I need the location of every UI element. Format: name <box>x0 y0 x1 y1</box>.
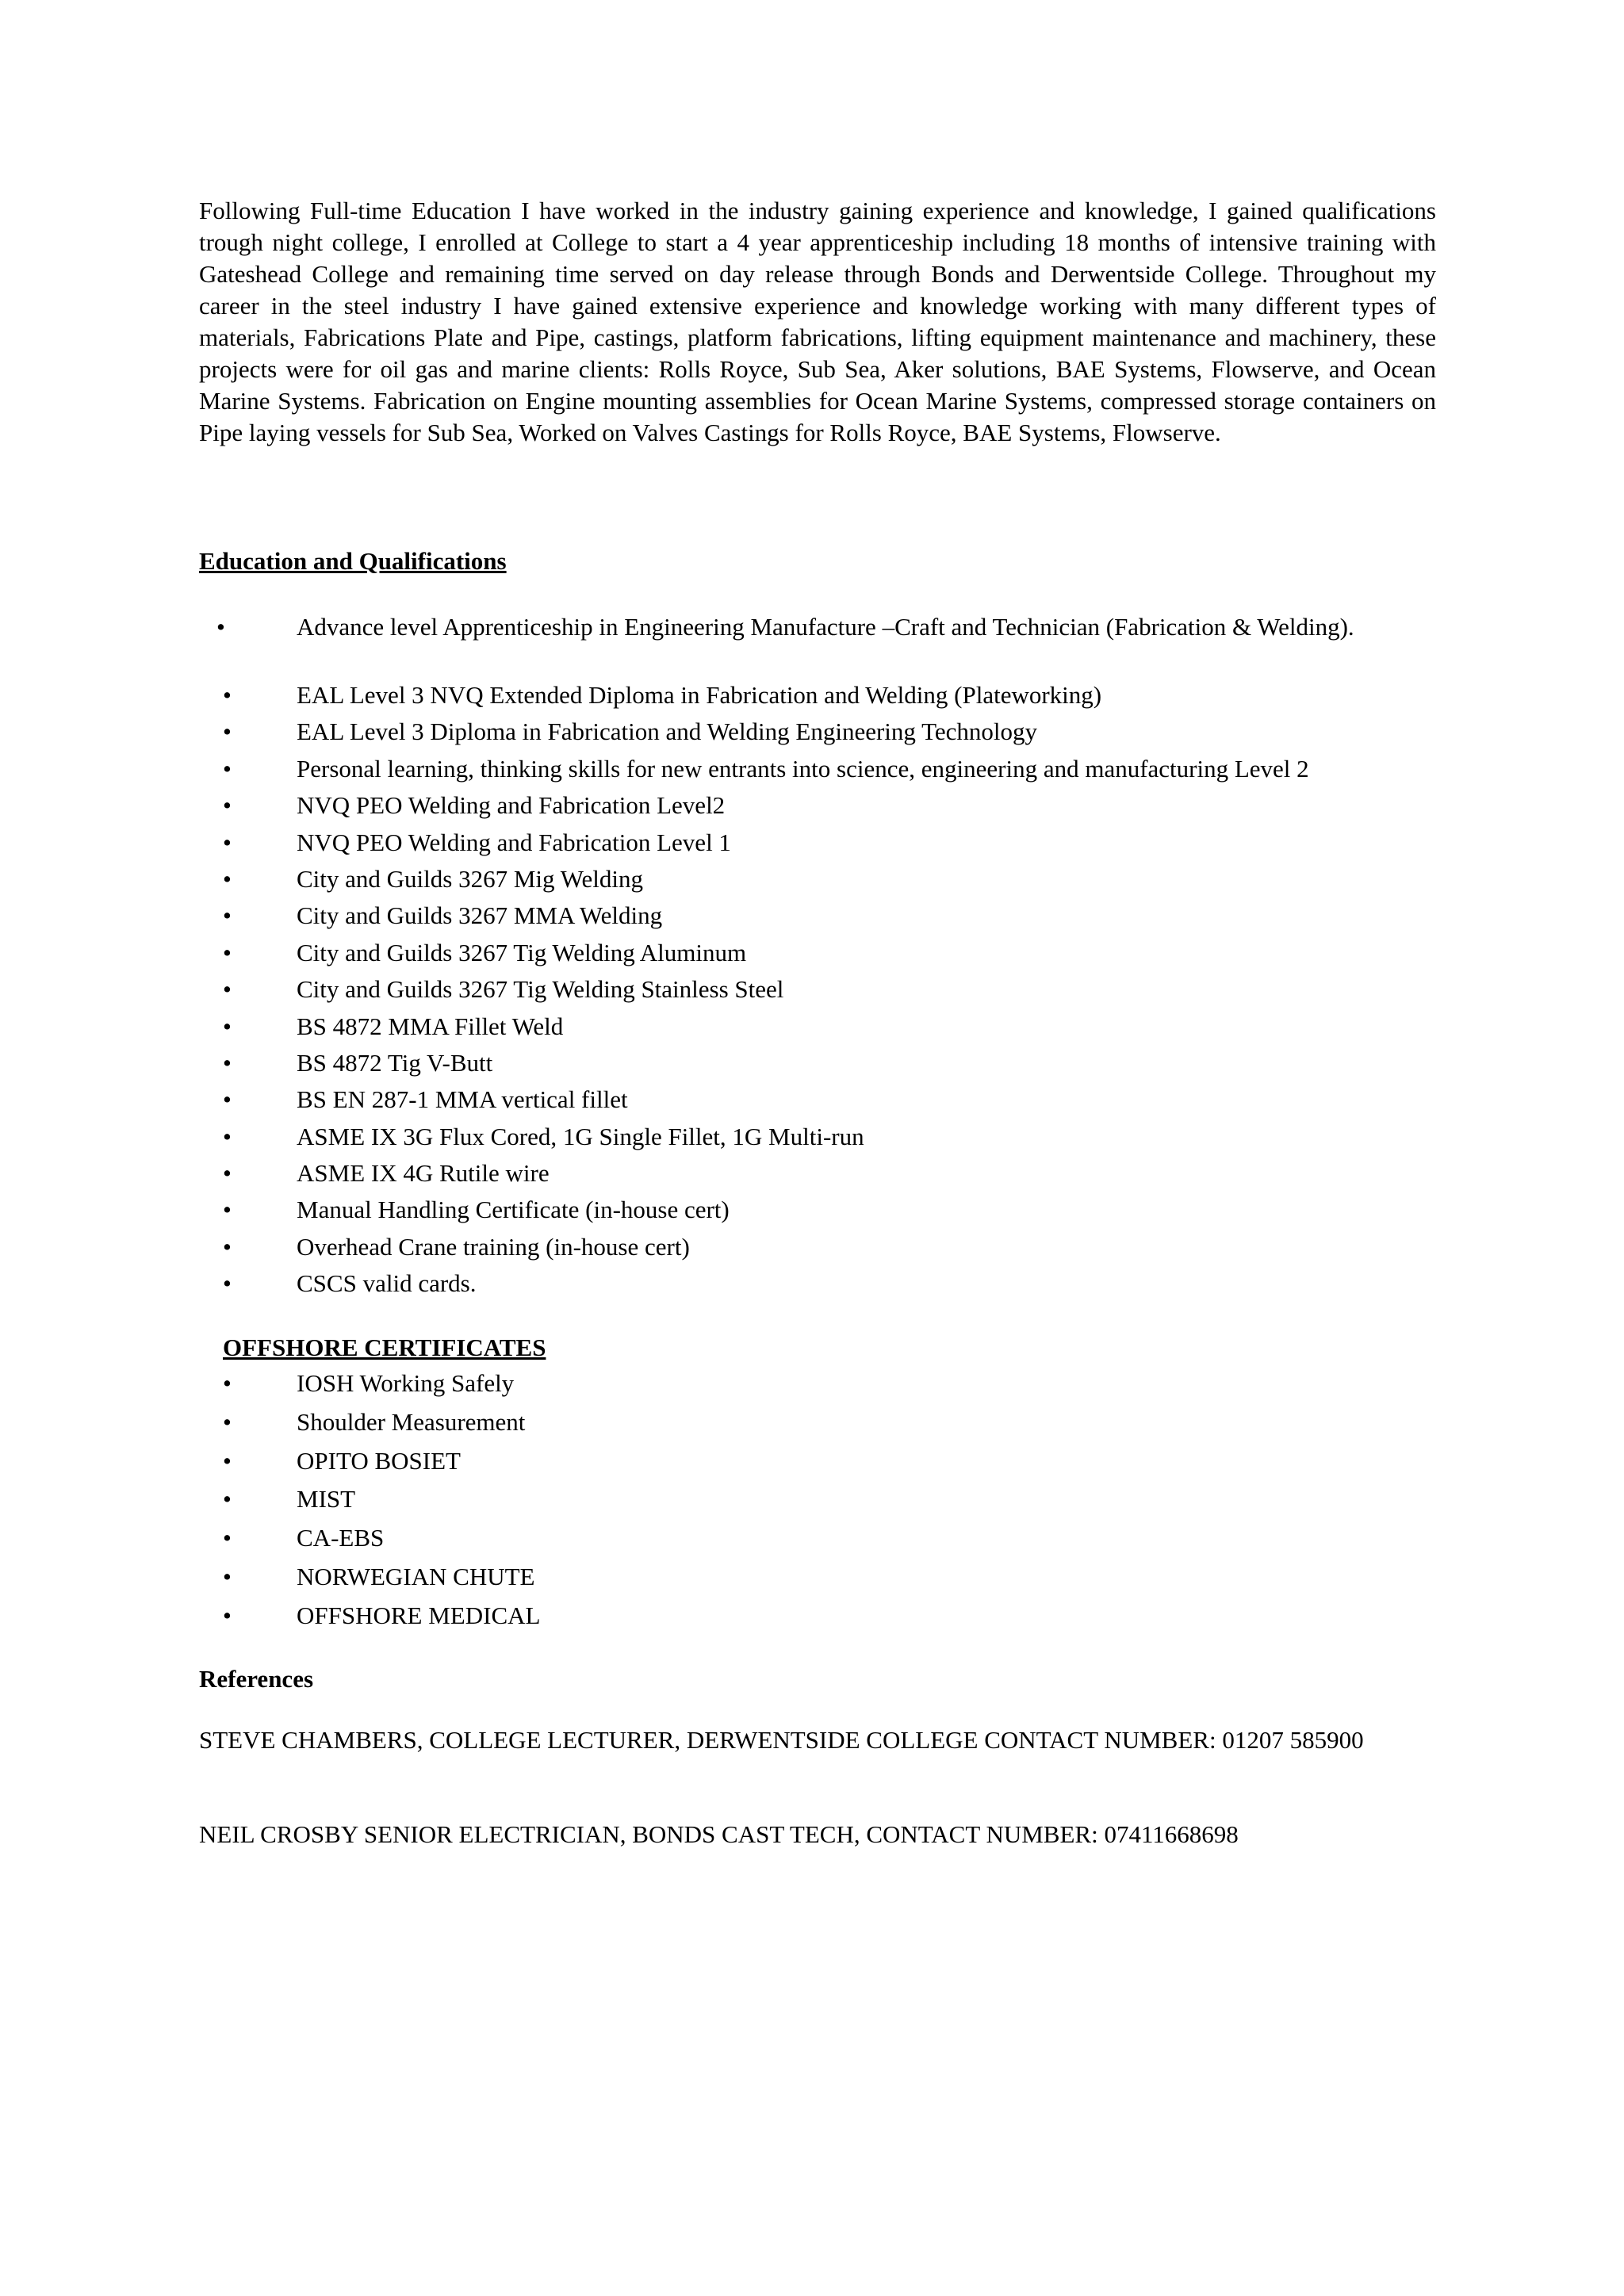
bullet-icon: • <box>223 1159 232 1188</box>
qualification-text: City and Guilds 3267 Tig Welding Aluminum <box>297 938 747 966</box>
certificate-text: MIST <box>297 1485 356 1513</box>
certificate-text: NORWEGIAN CHUTE <box>297 1562 535 1590</box>
bullet-icon: • <box>223 1446 232 1475</box>
qualification-item <box>0 1081 1624 1118</box>
qualification-text: ASME IX 3G Flux Cored, 1G Single Fillet, 1G Multi-run <box>297 1122 864 1150</box>
qualification-item <box>0 1045 1624 1081</box>
bullet-icon: • <box>223 1269 232 1298</box>
qualification-item <box>0 751 1624 787</box>
qualification-item <box>0 787 1624 824</box>
bullet-icon: • <box>223 901 232 930</box>
qualification-item <box>142 610 1395 644</box>
qualification-text: CSCS valid cards. <box>297 1269 477 1298</box>
certificate-item <box>0 1403 1624 1442</box>
qualification-text: Manual Handling Certificate (in-house cert) <box>297 1196 730 1224</box>
qualification-item <box>0 1155 1624 1192</box>
bullet-icon: • <box>223 1562 232 1590</box>
bullet-icon: • <box>223 1232 232 1261</box>
qualification-text: Personal learning, thinking skills for new entrants into science, engineering and manufacturing Level 2 <box>297 754 1309 783</box>
bullet-icon: • <box>223 1407 232 1436</box>
qualification-item <box>0 825 1624 861</box>
bullet-icon: • <box>223 1085 232 1114</box>
certificate-text: OFFSHORE MEDICAL <box>297 1601 541 1629</box>
bullet-icon: • <box>223 791 232 820</box>
bullet-icon: • <box>223 718 232 746</box>
qualification-text: Overhead Crane training (in-house cert) <box>297 1232 690 1261</box>
qualification-text: EAL Level 3 Diploma in Fabrication and Welding Engineering Technology <box>297 718 1038 746</box>
certificate-item <box>0 1597 1624 1636</box>
certificate-text: IOSH Working Safely <box>297 1369 515 1397</box>
qualification-text: BS EN 287-1 MMA vertical fillet <box>297 1085 628 1114</box>
qualification-item <box>0 897 1624 934</box>
intro-paragraph: Following Full-time Education I have worked in the industry gaining experience and knowledge, I gained qualifications trough night college, I enrolled at College to start a 4 year apprenticeship including 18 months of intensive training with Gateshead College and remaining time served on day release through Bonds and Derwentside College. Throughout my career in the steel industry I have gained extensive experience and knowledge working with many different types of materials, Fabrications Plate and Pipe, castings, platform fabrications, lifting equipment maintenance and machinery, these projects were for oil gas and marine clients: Rolls Royce, Sub Sea, Aker solutions, BAE Systems, Flowserve, and Ocean Marine Systems. Fabrication on Engine mounting assemblies for Ocean Marine Systems, compressed storage containers on Pipe laying vessels for Sub Sea, Worked on Valves Castings for Rolls Royce, BAE Systems, Flowserve. <box>199 197 1436 446</box>
bullet-icon: • <box>223 1369 232 1397</box>
references-heading: References <box>199 1665 314 1693</box>
bullet-icon: • <box>223 754 232 783</box>
bullet-icon: • <box>223 1012 232 1040</box>
bullet-icon: • <box>223 681 232 709</box>
certificate-item <box>0 1480 1624 1519</box>
offshore-certificates-heading: OFFSHORE CERTIFICATES <box>223 1334 546 1361</box>
qualification-text: City and Guilds 3267 MMA Welding <box>297 901 663 930</box>
bullet-icon: • <box>223 828 232 856</box>
qualification-item <box>0 677 1624 714</box>
qualification-item <box>0 971 1624 1008</box>
qualification-text: NVQ PEO Welding and Fabrication Level 1 <box>297 828 731 856</box>
qualification-text: City and Guilds 3267 Mig Welding <box>297 864 643 893</box>
offshore-certificates-list <box>0 1364 1624 1636</box>
qualifications-list <box>0 677 1624 1303</box>
certificate-text: OPITO BOSIET <box>297 1446 461 1475</box>
qualification-item <box>0 1229 1624 1265</box>
certificate-item <box>0 1519 1624 1558</box>
certificate-item <box>0 1442 1624 1481</box>
qualification-text: EAL Level 3 NVQ Extended Diploma in Fabrication and Welding (Plateworking) <box>297 681 1102 709</box>
qualification-item <box>0 1265 1624 1302</box>
reference-entry: STEVE CHAMBERS, COLLEGE LECTURER, DERWENTSIDE COLLEGE CONTACT NUMBER: 01207 585900 <box>199 1726 1364 1754</box>
bullet-icon: • <box>223 938 232 966</box>
bullet-icon: • <box>223 975 232 1004</box>
bullet-icon: • <box>223 1122 232 1150</box>
qualification-text: BS 4872 Tig V-Butt <box>297 1048 493 1077</box>
qualification-text: NVQ PEO Welding and Fabrication Level2 <box>297 791 726 820</box>
qualification-item <box>0 861 1624 897</box>
qualification-item <box>0 1119 1624 1155</box>
qualification-item <box>0 935 1624 971</box>
qualification-item <box>0 1192 1624 1228</box>
certificate-text: Shoulder Measurement <box>297 1407 526 1436</box>
bullet-icon: • <box>223 1524 232 1552</box>
qualification-text: City and Guilds 3267 Tig Welding Stainless Steel <box>297 975 784 1004</box>
bullet-icon: • <box>223 1196 232 1224</box>
qualification-item <box>0 1008 1624 1045</box>
bullet-icon: • <box>223 1485 232 1513</box>
bullet-icon: • <box>223 1048 232 1077</box>
education-heading: Education and Qualifications <box>199 547 507 575</box>
certificate-item <box>0 1364 1624 1403</box>
qualification-text: Advance level Apprenticeship in Engineering Manufacture –Craft and Technician (Fabrication & Welding). <box>297 613 1354 641</box>
qualification-item <box>0 714 1624 750</box>
qualification-text: ASME IX 4G Rutile wire <box>297 1159 550 1188</box>
bullet-icon: • <box>216 613 225 641</box>
qualification-text: BS 4872 MMA Fillet Weld <box>297 1012 564 1040</box>
bullet-icon: • <box>223 1601 232 1629</box>
certificate-text: CA-EBS <box>297 1524 385 1552</box>
reference-entry: NEIL CROSBY SENIOR ELECTRICIAN, BONDS CAST TECH, CONTACT NUMBER: 07411668698 <box>199 1820 1239 1848</box>
certificate-item <box>0 1558 1624 1597</box>
bullet-icon: • <box>223 864 232 893</box>
